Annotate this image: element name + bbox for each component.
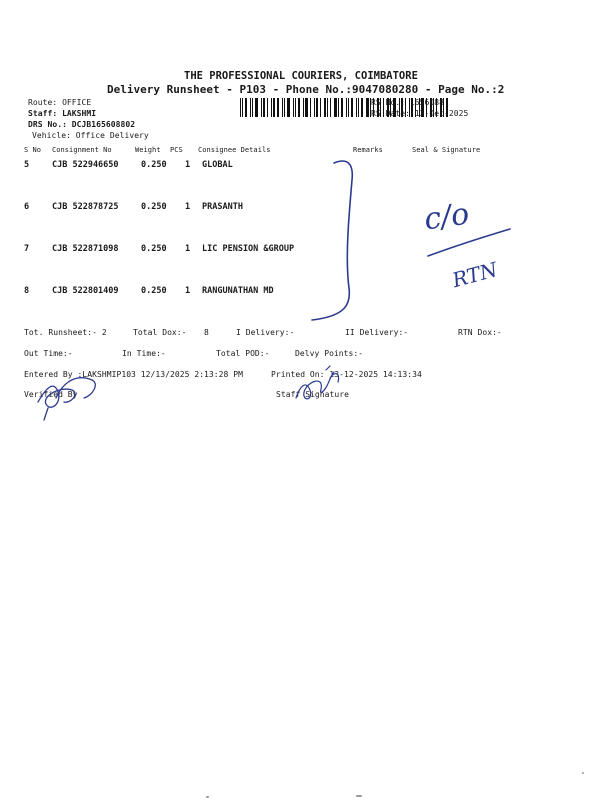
col-remarks: Remarks [353, 146, 383, 154]
scan-speck [356, 795, 362, 797]
barcode-bar [252, 98, 253, 117]
rs-number: RS No.: 1656088 [371, 98, 444, 107]
barcode-bar [255, 98, 258, 117]
col-weight: Weight [135, 146, 161, 154]
barcode-bar [263, 98, 265, 117]
row-weight: 0.250 [141, 160, 167, 170]
barcode-bar [356, 98, 357, 117]
in-time: In Time:- [122, 349, 166, 358]
rs-date: RS Date: 13-Dec-2025 [371, 109, 469, 118]
row-sno: 5 [24, 160, 30, 170]
row-pcs: 1 [185, 286, 191, 296]
barcode-bar [287, 98, 290, 117]
row-sno: 6 [24, 202, 30, 212]
col-consignment: Consignment No [52, 146, 112, 154]
row-consignee: LIC PENSION &GROUP [202, 244, 295, 254]
runsheet-title: Delivery Runsheet - P103 - Phone No.:9047080280 - Page No.:2 [107, 83, 505, 96]
barcode-bar [348, 98, 349, 117]
remarks-bracket-stroke [312, 161, 352, 320]
row-sno: 8 [24, 286, 30, 296]
slash-line-stroke [428, 229, 510, 256]
barcode-bar [316, 98, 318, 117]
row-weight: 0.250 [141, 244, 167, 254]
staff-label: Staff: LAKSHMI [28, 109, 97, 118]
barcode-bar [330, 98, 331, 117]
row-weight: 0.250 [141, 202, 167, 212]
row-consignee: GLOBAL [202, 160, 233, 170]
barcode-bar [361, 98, 363, 117]
out-time: Out Time:- [24, 349, 73, 358]
rtn-dox: RTN Dox:- [458, 328, 502, 337]
barcode-bar [250, 98, 251, 117]
row-consignment: CJB 522878725 [52, 202, 119, 212]
tot-runsheet: Tot. Runsheet:- 2 [24, 328, 107, 337]
barcode-bar [346, 98, 347, 117]
entered-by: Entered By :LAKSHMIP103 12/13/2025 2:13:28 PM [24, 370, 243, 379]
route-label: Route: OFFICE [28, 98, 92, 107]
barcode-bar [242, 98, 243, 117]
company-title: THE PROFESSIONAL COURIERS, COIMBATORE [184, 70, 418, 82]
barcode-bar [320, 98, 321, 117]
barcode-bar [282, 98, 283, 117]
barcode-bar [327, 98, 328, 117]
printed-on: Printed On: 13-12-2025 14:13:34 [271, 370, 422, 379]
barcode-bar [351, 98, 353, 117]
total-dox-label: Total Dox:- [133, 328, 187, 337]
total-dox-value: 8 [204, 328, 209, 337]
barcode-bar [324, 98, 326, 117]
barcode-bar [273, 98, 275, 117]
row-sno: 7 [24, 244, 30, 254]
handwritten-remark-co: c/o [422, 196, 472, 238]
scan-speck [206, 796, 209, 798]
row-weight: 0.250 [141, 286, 167, 296]
handwritten-remark-rtn: RTN [449, 257, 500, 293]
barcode-bar [298, 98, 300, 117]
i-delivery: I Delivery:- [236, 328, 295, 337]
ii-delivery: II Delivery:- [345, 328, 409, 337]
row-consignment: CJB 522946650 [52, 160, 119, 170]
col-consignee: Consignee Details [198, 146, 271, 154]
barcode-bar [271, 98, 272, 117]
barcode-bar [295, 98, 296, 117]
barcode-bar [284, 98, 285, 117]
barcode-bar [267, 98, 268, 117]
total-pod: Total POD:- [216, 349, 270, 358]
staff-signature-label: Staff Signature [276, 390, 349, 399]
col-pcs: PCS [170, 146, 183, 154]
barcode-bar [334, 98, 337, 117]
barcode-bar [245, 98, 247, 117]
barcode-bar [277, 98, 279, 117]
barcode-bar [338, 98, 339, 117]
vehicle-label: Vehicle: Office Delivery [32, 131, 149, 140]
barcode-bar [341, 98, 343, 117]
drs-number: DRS No.: DCJB165608802 [28, 120, 136, 129]
row-pcs: 1 [185, 244, 191, 254]
barcode-bar [314, 98, 315, 117]
row-consignee: RANGUNATHAN MD [202, 286, 274, 296]
barcode-bar [293, 98, 294, 117]
row-pcs: 1 [185, 202, 191, 212]
verified-by: Verified By [24, 390, 78, 399]
row-consignment: CJB 522801409 [52, 286, 119, 296]
row-pcs: 1 [185, 160, 191, 170]
barcode-bar [358, 98, 359, 117]
col-seal-signature: Seal & Signature [412, 146, 481, 154]
barcode-bar [261, 98, 262, 117]
row-consignee: PRASANTH [202, 202, 243, 212]
barcode-bar [303, 98, 304, 117]
barcode-bar [310, 98, 311, 117]
row-consignment: CJB 522871098 [52, 244, 119, 254]
barcode-bar [366, 98, 369, 117]
barcode-bar [305, 98, 308, 117]
barcode-bar [240, 98, 241, 117]
col-sno: S No [24, 146, 42, 154]
delvy-points: Delvy Points:- [295, 349, 364, 358]
scan-speck [582, 772, 584, 774]
